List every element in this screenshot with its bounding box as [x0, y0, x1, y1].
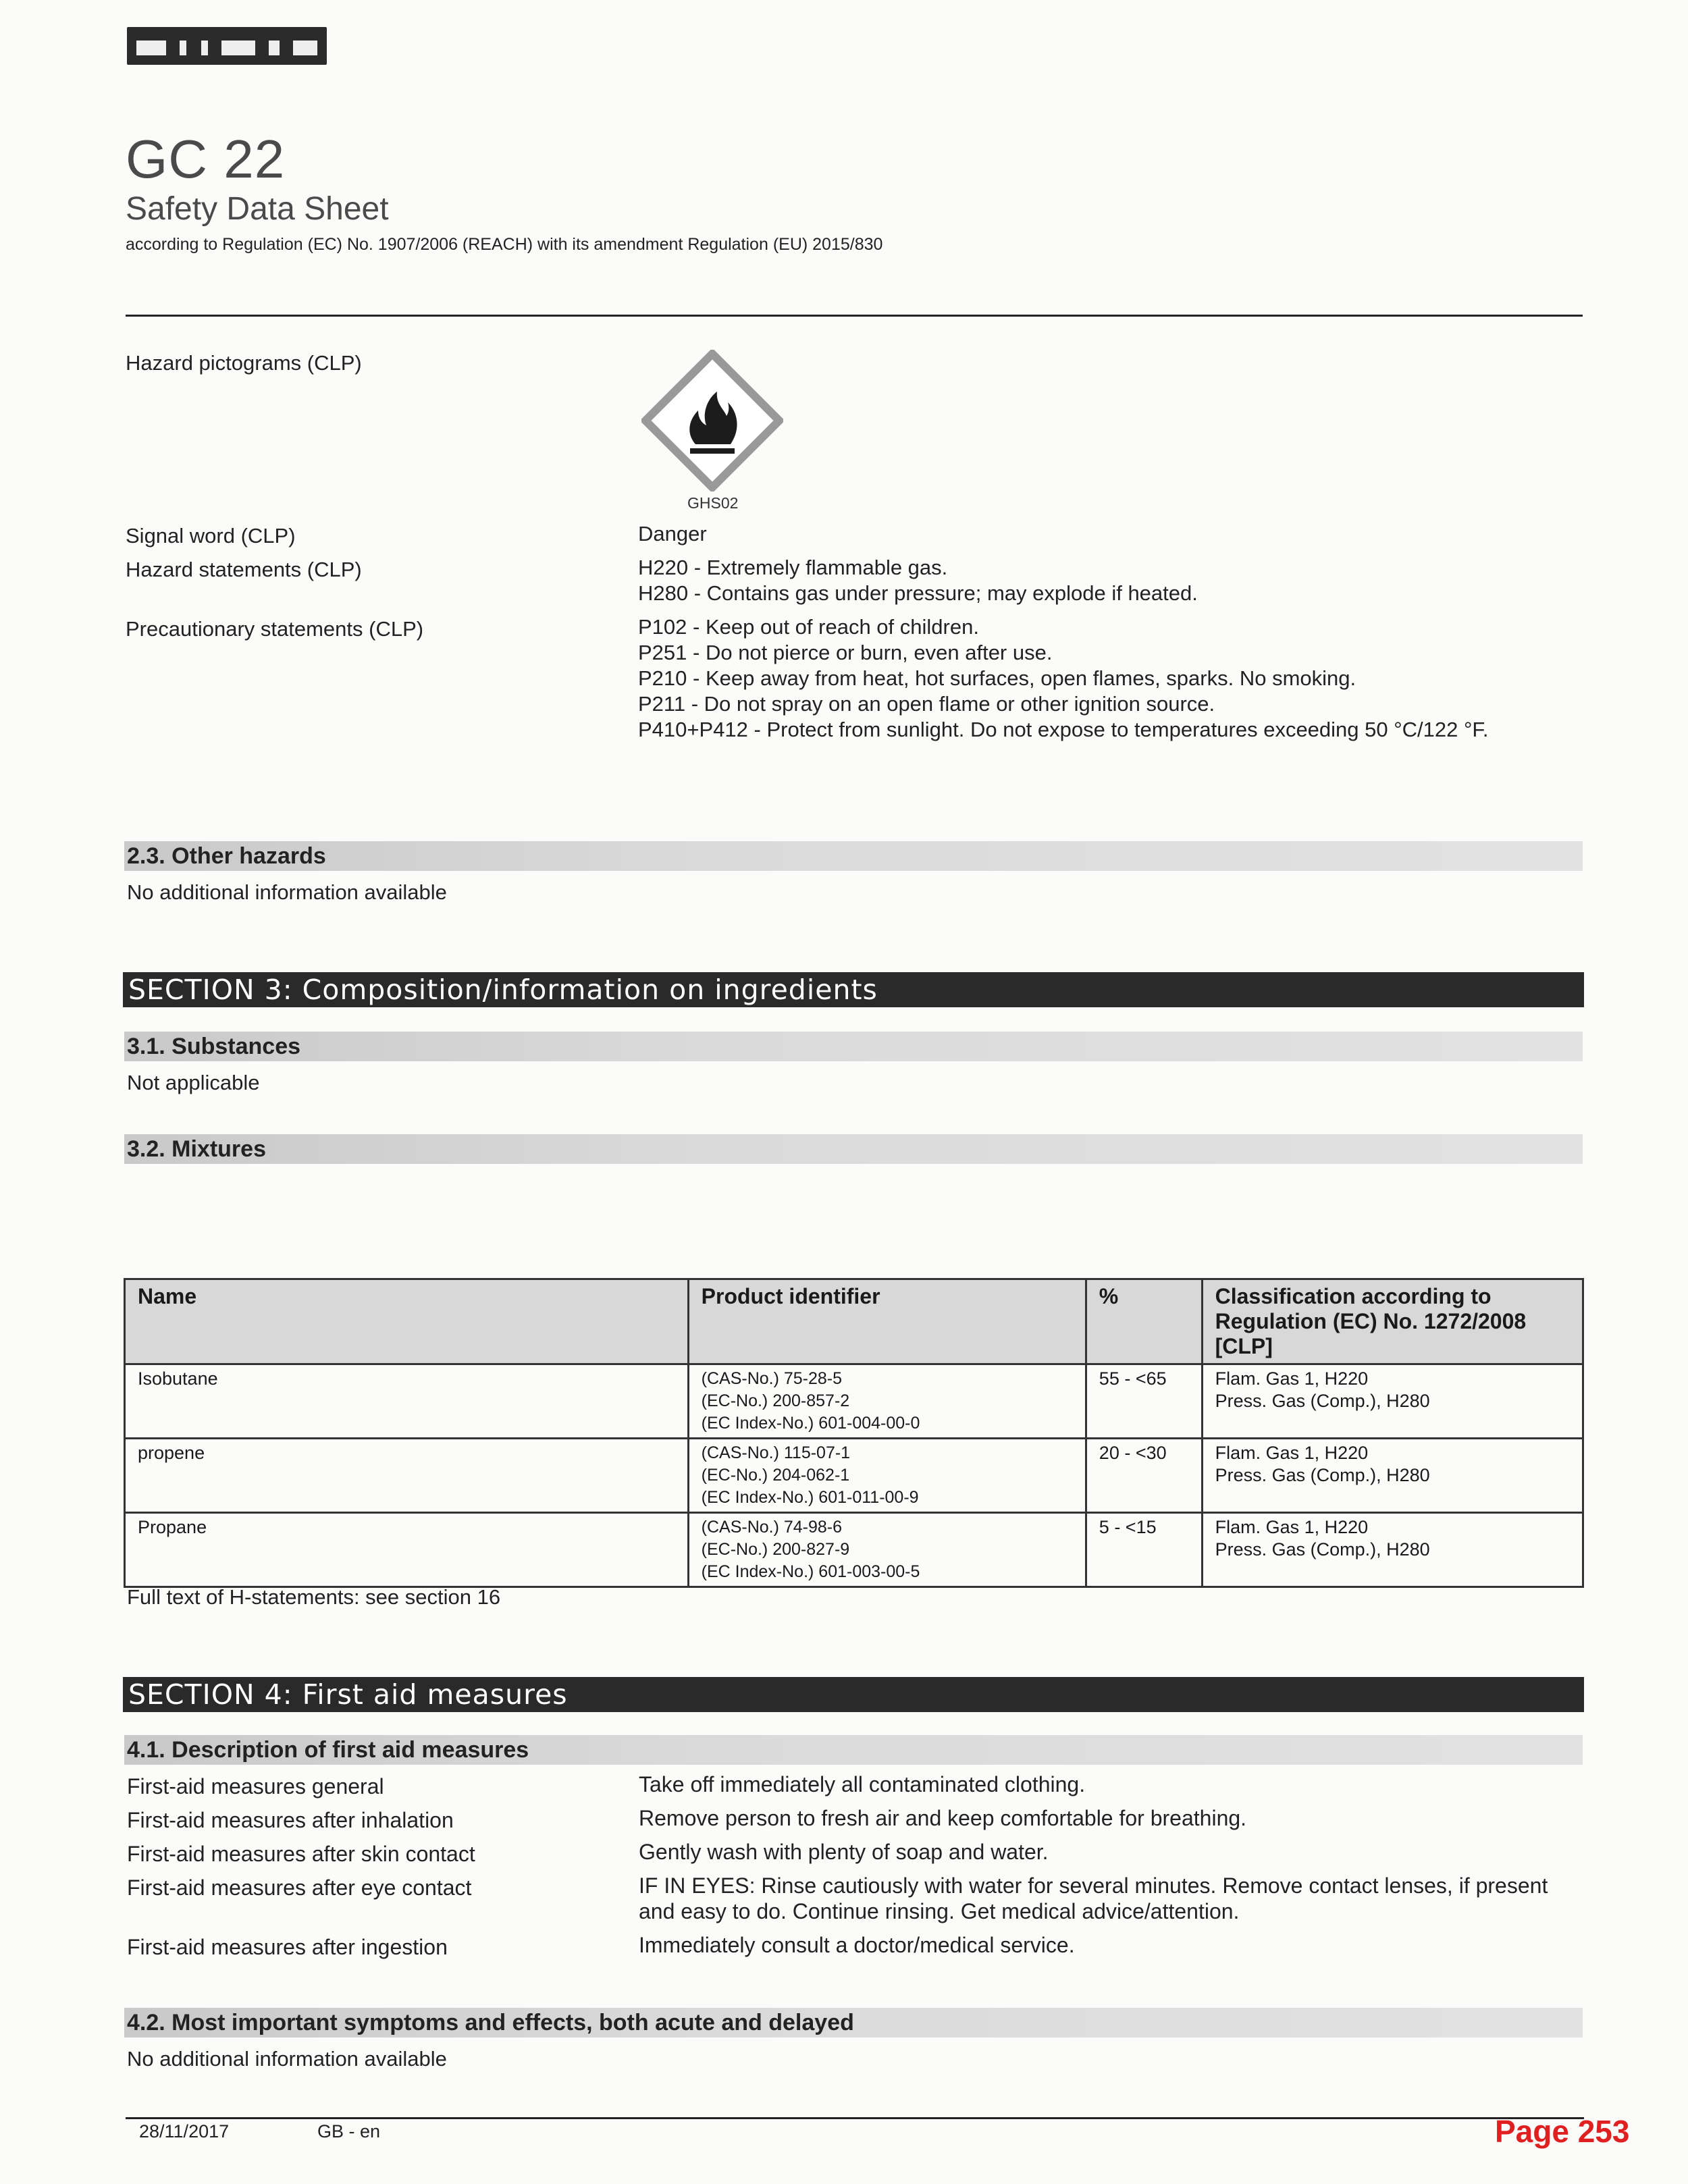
first-aid-text: Take off immediately all contaminated clothing.	[639, 1772, 1086, 1796]
first-aid-text: IF IN EYES: Rinse cautiously with water for several minutes. Remove contact lenses, if present and easy to do. Continue rinsing. Get medical advice/attention.	[639, 1873, 1548, 1923]
table-header-row	[125, 1279, 1583, 1364]
product-identifier	[688, 1513, 1086, 1587]
other-hazards-heading: 2.3. Other hazards	[124, 841, 1583, 871]
mixtures-heading: 3.2. Mixtures	[124, 1134, 1583, 1164]
substances-heading: 3.1. Substances	[124, 1032, 1583, 1061]
ec-number: (EC-No.) 200-827-9	[701, 1540, 850, 1559]
document-type: Safety Data Sheet	[126, 191, 389, 227]
first-aid-label: First-aid measures after inhalation	[127, 1808, 454, 1832]
table-row	[125, 1364, 1583, 1439]
classification-line: Press. Gas (Comp.), H280	[1215, 1465, 1430, 1485]
percent-range: 20 - <30	[1086, 1439, 1202, 1513]
section-3-heading: SECTION 3: Composition/information on ingredients	[123, 972, 1584, 1007]
precautionary-statements-label: Precautionary statements (CLP)	[126, 617, 424, 641]
hazard-statement: H220 - Extremely flammable gas.	[638, 556, 948, 579]
revision-date: 28/11/2017	[139, 2121, 230, 2141]
symptoms-heading: 4.2. Most important symptoms and effects, both acute and delayed	[124, 2008, 1583, 2037]
first-aid-text: Remove person to fresh air and keep comfortable for breathing.	[639, 1806, 1247, 1830]
substances-text: Not applicable	[127, 1071, 260, 1094]
hazard-statements-label: Hazard statements (CLP)	[126, 558, 362, 581]
product-identifier	[688, 1364, 1086, 1439]
product-identifier	[688, 1439, 1086, 1513]
classification-line: Flam. Gas 1, H220	[1215, 1517, 1369, 1537]
hazard-statement: H280 - Contains gas under pressure; may explode if heated.	[638, 581, 1198, 605]
section-4-heading: SECTION 4: First aid measures	[123, 1677, 1584, 1712]
percent-range: 5 - <15	[1086, 1513, 1202, 1587]
column-header-name: Name	[125, 1279, 689, 1364]
classification-line: Press. Gas (Comp.), H280	[1215, 1539, 1430, 1560]
classification-line: Flam. Gas 1, H220	[1215, 1368, 1369, 1389]
symptoms-text: No additional information available	[127, 2047, 447, 2071]
ingredient-name: propene	[125, 1439, 689, 1513]
precautionary-statement: P251 - Do not pierce or burn, even after use.	[638, 641, 1053, 664]
ec-index-number: (EC Index-No.) 601-011-00-9	[701, 1488, 919, 1507]
cas-number: (CAS-No.) 74-98-6	[701, 1518, 843, 1537]
table-row	[125, 1513, 1583, 1587]
classification	[1202, 1513, 1583, 1587]
percent-range: 55 - <65	[1086, 1364, 1202, 1439]
regulation-text: according to Regulation (EC) No. 1907/2006 (REACH) with its amendment Regulation (EU) 2015/830	[126, 235, 883, 254]
pictogram-code: GHS02	[687, 494, 739, 512]
column-header-percent: %	[1086, 1279, 1202, 1364]
first-aid-label: First-aid measures after eye contact	[127, 1875, 472, 1900]
table-row	[125, 1439, 1583, 1513]
ec-number: (EC-No.) 204-062-1	[701, 1466, 850, 1485]
page-number: Page 253	[1495, 2114, 1630, 2149]
classification-line: Flam. Gas 1, H220	[1215, 1443, 1369, 1463]
precautionary-statement: P410+P412 - Protect from sunlight. Do not expose to temperatures exceeding 50 °C/122 °F.	[638, 718, 1489, 741]
precautionary-statements	[638, 614, 1488, 743]
signal-word: Danger	[638, 522, 707, 545]
company-logo	[127, 27, 327, 65]
other-hazards-text: No additional information available	[127, 880, 447, 904]
first-aid-description-heading: 4.1. Description of first aid measures	[124, 1735, 1583, 1765]
h-statements-footnote: Full text of H-statements: see section 16	[127, 1585, 501, 1609]
classification-line: Press. Gas (Comp.), H280	[1215, 1391, 1430, 1411]
first-aid-label: First-aid measures general	[127, 1774, 384, 1799]
product-name: GC 22	[126, 129, 286, 189]
first-aid-text: Immediately consult a doctor/medical service.	[639, 1933, 1075, 1957]
hazard-statements	[638, 555, 1198, 606]
first-aid-text: Gently wash with plenty of soap and water.	[639, 1840, 1049, 1864]
language-code: GB - en	[317, 2121, 381, 2141]
precautionary-statement: P211 - Do not spray on an open flame or other ignition source.	[638, 692, 1215, 716]
first-aid-label: First-aid measures after skin contact	[127, 1842, 475, 1866]
ec-index-number: (EC Index-No.) 601-003-00-5	[701, 1562, 920, 1581]
hazard-pictograms-label: Hazard pictograms (CLP)	[126, 351, 362, 375]
footer-divider	[126, 2117, 1584, 2119]
classification	[1202, 1439, 1583, 1513]
ingredient-name: Propane	[125, 1513, 689, 1587]
classification	[1202, 1364, 1583, 1439]
ingredient-name: Isobutane	[125, 1364, 689, 1439]
signal-word-label: Signal word (CLP)	[126, 524, 296, 548]
mixtures-table	[124, 1278, 1584, 1588]
ec-number: (EC-No.) 200-857-2	[701, 1391, 850, 1410]
header-divider	[126, 315, 1583, 317]
column-header-product-identifier: Product identifier	[688, 1279, 1086, 1364]
first-aid-label: First-aid measures after ingestion	[127, 1935, 448, 1959]
precautionary-statement: P102 - Keep out of reach of children.	[638, 615, 979, 639]
cas-number: (CAS-No.) 115-07-1	[701, 1443, 851, 1462]
flame-icon	[641, 350, 783, 491]
precautionary-statement: P210 - Keep away from heat, hot surfaces, open flames, sparks. No smoking.	[638, 666, 1356, 690]
column-header-classification: Classification according to Regulation (EC) No. 1272/2008 [CLP]	[1202, 1279, 1583, 1364]
cas-number: (CAS-No.) 75-28-5	[701, 1369, 843, 1388]
ec-index-number: (EC Index-No.) 601-004-00-0	[701, 1414, 920, 1433]
